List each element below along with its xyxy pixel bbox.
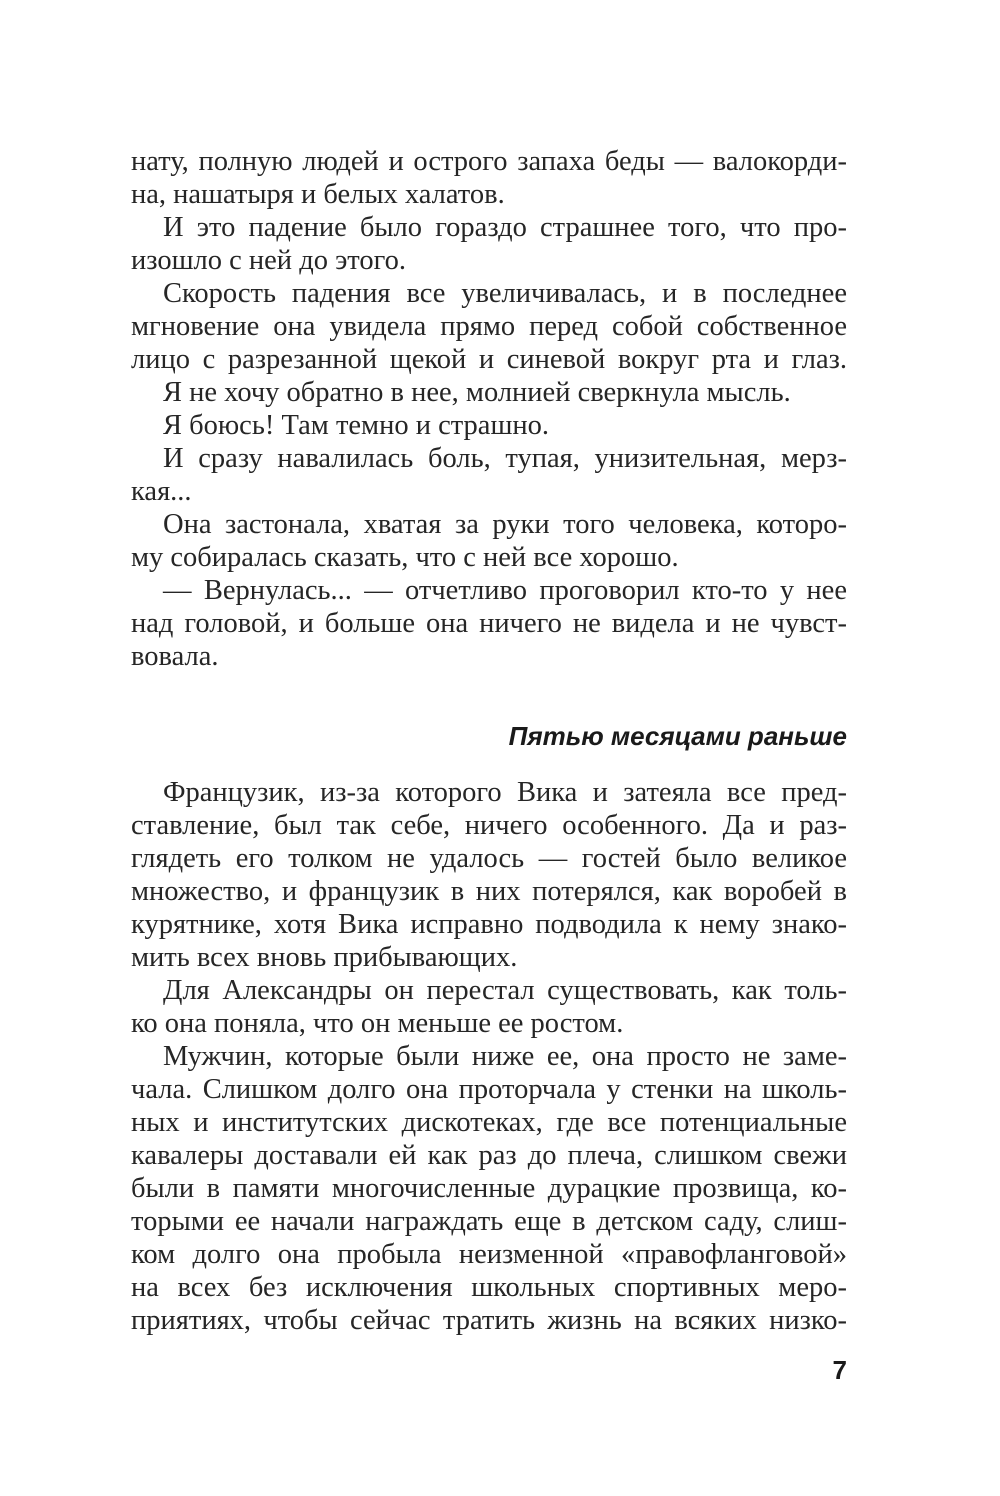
text-line: торыми ее начали награждать еще в детском саду, слиш-	[131, 1206, 847, 1237]
text-line: курятнике, хотя Вика исправно подводила к нему знако-	[131, 909, 847, 940]
text-line: глядеть его толком не удалось — гостей было великое	[131, 843, 847, 874]
text-line: Мужчин, которые были ниже ее, она просто не заме-	[163, 1041, 847, 1072]
text-line: были в памяти многочисленные дурацкие прозвища, ко-	[131, 1173, 847, 1204]
chapter-heading: Пятью месяцами раньше	[508, 721, 847, 751]
text-line: Скорость падения все увеличивалась, и в последнее	[163, 278, 847, 309]
text-section-before	[131, 145, 847, 673]
text-line: ных и институтских дискотеках, где все потенциальные	[131, 1107, 847, 1138]
text-line: И это падение было гораздо страшнее того, что про-	[163, 212, 847, 243]
text-line: над головой, и больше она ничего не видела и не чувст-	[131, 608, 847, 639]
text-line: изошло с ней до этого.	[131, 245, 406, 276]
text-line: кая...	[131, 476, 192, 507]
text-section-after	[131, 776, 847, 1337]
text-line: лицо с разрезанной щекой и синевой вокруг рта и глаз.	[131, 344, 847, 375]
text-line: Она застонала, хватая за руки того человека, которо-	[163, 509, 847, 540]
text-line: Я боюсь! Там темно и страшно.	[163, 410, 550, 441]
page-number: 7	[832, 1355, 847, 1385]
text-line: вовала.	[131, 641, 219, 672]
text-line: Французик, из-за которого Вика и затеяла все пред-	[163, 777, 847, 808]
text-line: множество, и французик в них потерялся, как воробей в	[131, 876, 847, 907]
text-line: — Вернулась... — отчетливо проговорил кто-то у нее	[163, 575, 847, 606]
text-line: ком долго она пробыла неизменной «правофланговой»	[131, 1239, 847, 1270]
text-line: Для Александры он перестал существовать, как толь-	[163, 975, 847, 1006]
text-line: мить всех вновь прибывающих.	[131, 942, 518, 973]
text-line: ко она поняла, что он меньше ее ростом.	[131, 1008, 624, 1039]
text-line: приятиях, чтобы сейчас тратить жизнь на всяких низко-	[131, 1305, 847, 1336]
text-line: мгновение она увидела прямо перед собой собственное	[131, 311, 847, 342]
text-line: му собиралась сказать, что с ней все хорошо.	[131, 542, 679, 573]
text-line: Я не хочу обратно в нее, молнией сверкнула мысль.	[163, 377, 791, 408]
text-line: нату, полную людей и острого запаха беды — валокорди-	[131, 146, 847, 177]
text-line: чала. Слишком долго она проторчала у стенки на школь-	[131, 1074, 847, 1105]
text-line: на, нашатыря и белых халатов.	[131, 179, 505, 210]
text-line: И сразу навалилась боль, тупая, унизительная, мерз-	[163, 443, 847, 474]
text-line: на всех без исключения школьных спортивных меро-	[131, 1272, 847, 1303]
text-line: ставление, был так себе, ничего особенного. Да и раз-	[131, 810, 847, 841]
text-line: кавалеры доставали ей как раз до плеча, слишком свежи	[131, 1140, 847, 1171]
